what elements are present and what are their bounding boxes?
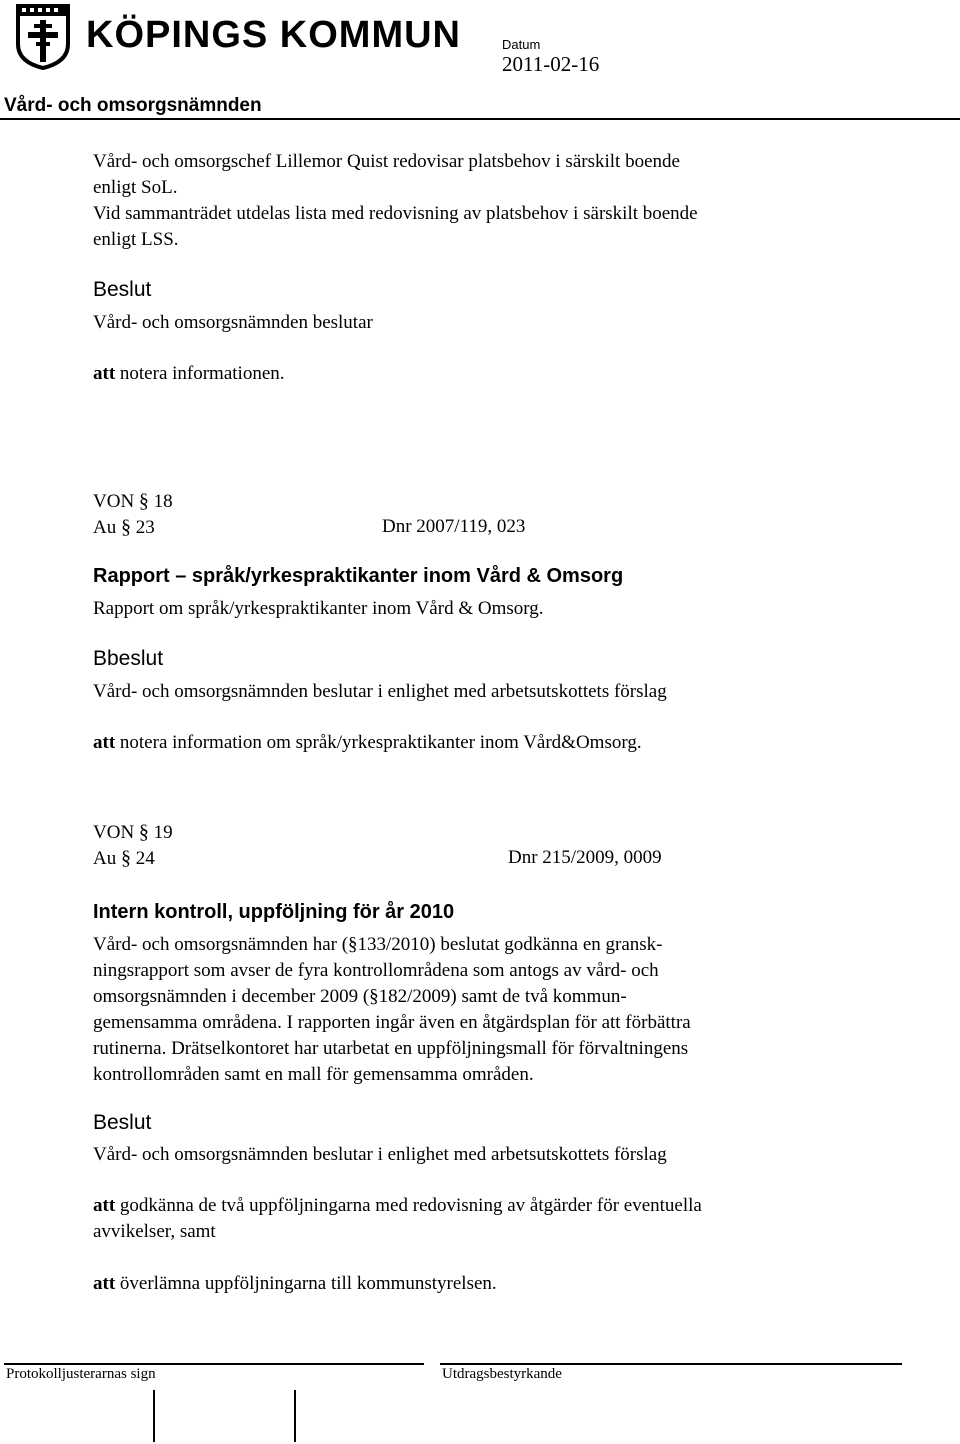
von-number: 19 bbox=[153, 822, 173, 843]
s2-von-line bbox=[93, 490, 173, 513]
von-label: VON bbox=[93, 491, 135, 512]
von-number: 18 bbox=[153, 491, 173, 512]
s3-body-line: rutinerna. Drätselkontoret har utarbetat en uppföljningsmall för förvaltningens bbox=[93, 1038, 689, 1059]
s1-line3: Vid sammanträdet utdelas lista med redovisning av platsbehov i särskilt boende bbox=[93, 203, 698, 224]
s2-dnr: Dnr 2007/119, 023 bbox=[382, 516, 526, 537]
s3-body-line: ningsrapport som avser de fyra kontrollområdena som antogs av vård- och bbox=[93, 960, 659, 981]
au-number: 23 bbox=[135, 517, 155, 538]
paragraph-sign: § bbox=[120, 847, 131, 869]
paragraph-sign: § bbox=[138, 490, 149, 512]
paragraph-sign: § bbox=[138, 821, 149, 843]
s2-subtitle: Rapport om språk/yrkespraktikanter inom Vård & Omsorg. bbox=[93, 598, 544, 619]
footer-rule-right bbox=[440, 1363, 902, 1365]
att-text: godkänna de två uppföljningarna med redovisning av åtgärder för eventuella bbox=[115, 1195, 702, 1216]
au-label: Au bbox=[93, 517, 117, 538]
s1-beslut-heading: Beslut bbox=[93, 278, 152, 301]
att-label: att bbox=[93, 1195, 116, 1216]
s3-body-line: omsorgsnämnden i december 2009 (§182/2009) samt de två kommun- bbox=[93, 986, 627, 1007]
s3-att2-line bbox=[93, 1273, 497, 1295]
kommun-logo bbox=[14, 4, 461, 72]
s3-beslut-text: Vård- och omsorgsnämnden beslutar i enlighet med arbetsutskottets förslag bbox=[93, 1144, 667, 1165]
utdrag-label: Utdragsbestyrkande bbox=[442, 1366, 562, 1382]
s2-beslut-text: Vård- och omsorgsnämnden beslutar i enlighet med arbetsutskottets förslag bbox=[93, 681, 667, 702]
s2-att-line bbox=[93, 732, 642, 754]
att-label: att bbox=[93, 732, 116, 753]
s3-body-line: Vård- och omsorgsnämnden har (§133/2010) beslutat godkänna en gransk- bbox=[93, 934, 663, 955]
header-divider bbox=[0, 118, 960, 120]
s3-au-line bbox=[93, 847, 155, 870]
s1-line2: enligt SoL. bbox=[93, 177, 178, 198]
von-label: VON bbox=[93, 822, 135, 843]
att-label: att bbox=[93, 363, 116, 384]
att-text: överlämna uppföljningarna till kommunstyrelsen. bbox=[115, 1273, 497, 1294]
s1-line4: enligt LSS. bbox=[93, 229, 179, 250]
s3-body-line: kontrollområden samt en mall för gemensamma områden. bbox=[93, 1064, 534, 1085]
s2-au-line bbox=[93, 516, 155, 539]
s1-line1: Vård- och omsorgschef Lillemor Quist redovisar platsbehov i särskilt boende bbox=[93, 151, 680, 172]
datum-value: 2011-02-16 bbox=[502, 52, 600, 76]
att-text: notera informationen. bbox=[115, 363, 285, 384]
department-name: Vård- och omsorgsnämnden bbox=[4, 95, 262, 116]
datum-label: Datum bbox=[502, 37, 541, 52]
s3-dnr: Dnr 215/2009, 0009 bbox=[508, 847, 662, 868]
s1-beslut-text: Vård- och omsorgsnämnden beslutar bbox=[93, 312, 373, 333]
logo-text: KÖPINGS KOMMUN bbox=[86, 14, 461, 56]
au-label: Au bbox=[93, 848, 117, 869]
att-label: att bbox=[93, 1273, 116, 1294]
s3-title: Intern kontroll, uppföljning för år 2010 bbox=[93, 901, 455, 923]
sign-label: Protokolljusterarnas sign bbox=[6, 1366, 156, 1382]
footer-rule-left bbox=[4, 1363, 424, 1365]
crest-icon bbox=[14, 4, 72, 70]
s3-body-line: gemensamma områdena. I rapporten ingår även en åtgärdsplan för att förbättra bbox=[93, 1012, 691, 1033]
s3-att1-line bbox=[93, 1195, 702, 1217]
s3-beslut-heading: Beslut bbox=[93, 1111, 152, 1134]
att-text: notera information om språk/yrkespraktikanter inom Vård&Omsorg. bbox=[115, 732, 642, 753]
sign-box-divider bbox=[153, 1390, 155, 1442]
au-number: 24 bbox=[135, 848, 155, 869]
s1-att-line bbox=[93, 363, 285, 385]
sign-box-divider bbox=[294, 1390, 296, 1442]
s2-beslut-heading: Bbeslut bbox=[93, 647, 164, 670]
s2-title: Rapport – språk/yrkespraktikanter inom Vård & Omsorg bbox=[93, 565, 624, 587]
s3-att1-cont: avvikelser, samt bbox=[93, 1221, 216, 1242]
s3-von-line bbox=[93, 821, 173, 844]
paragraph-sign: § bbox=[120, 516, 131, 538]
